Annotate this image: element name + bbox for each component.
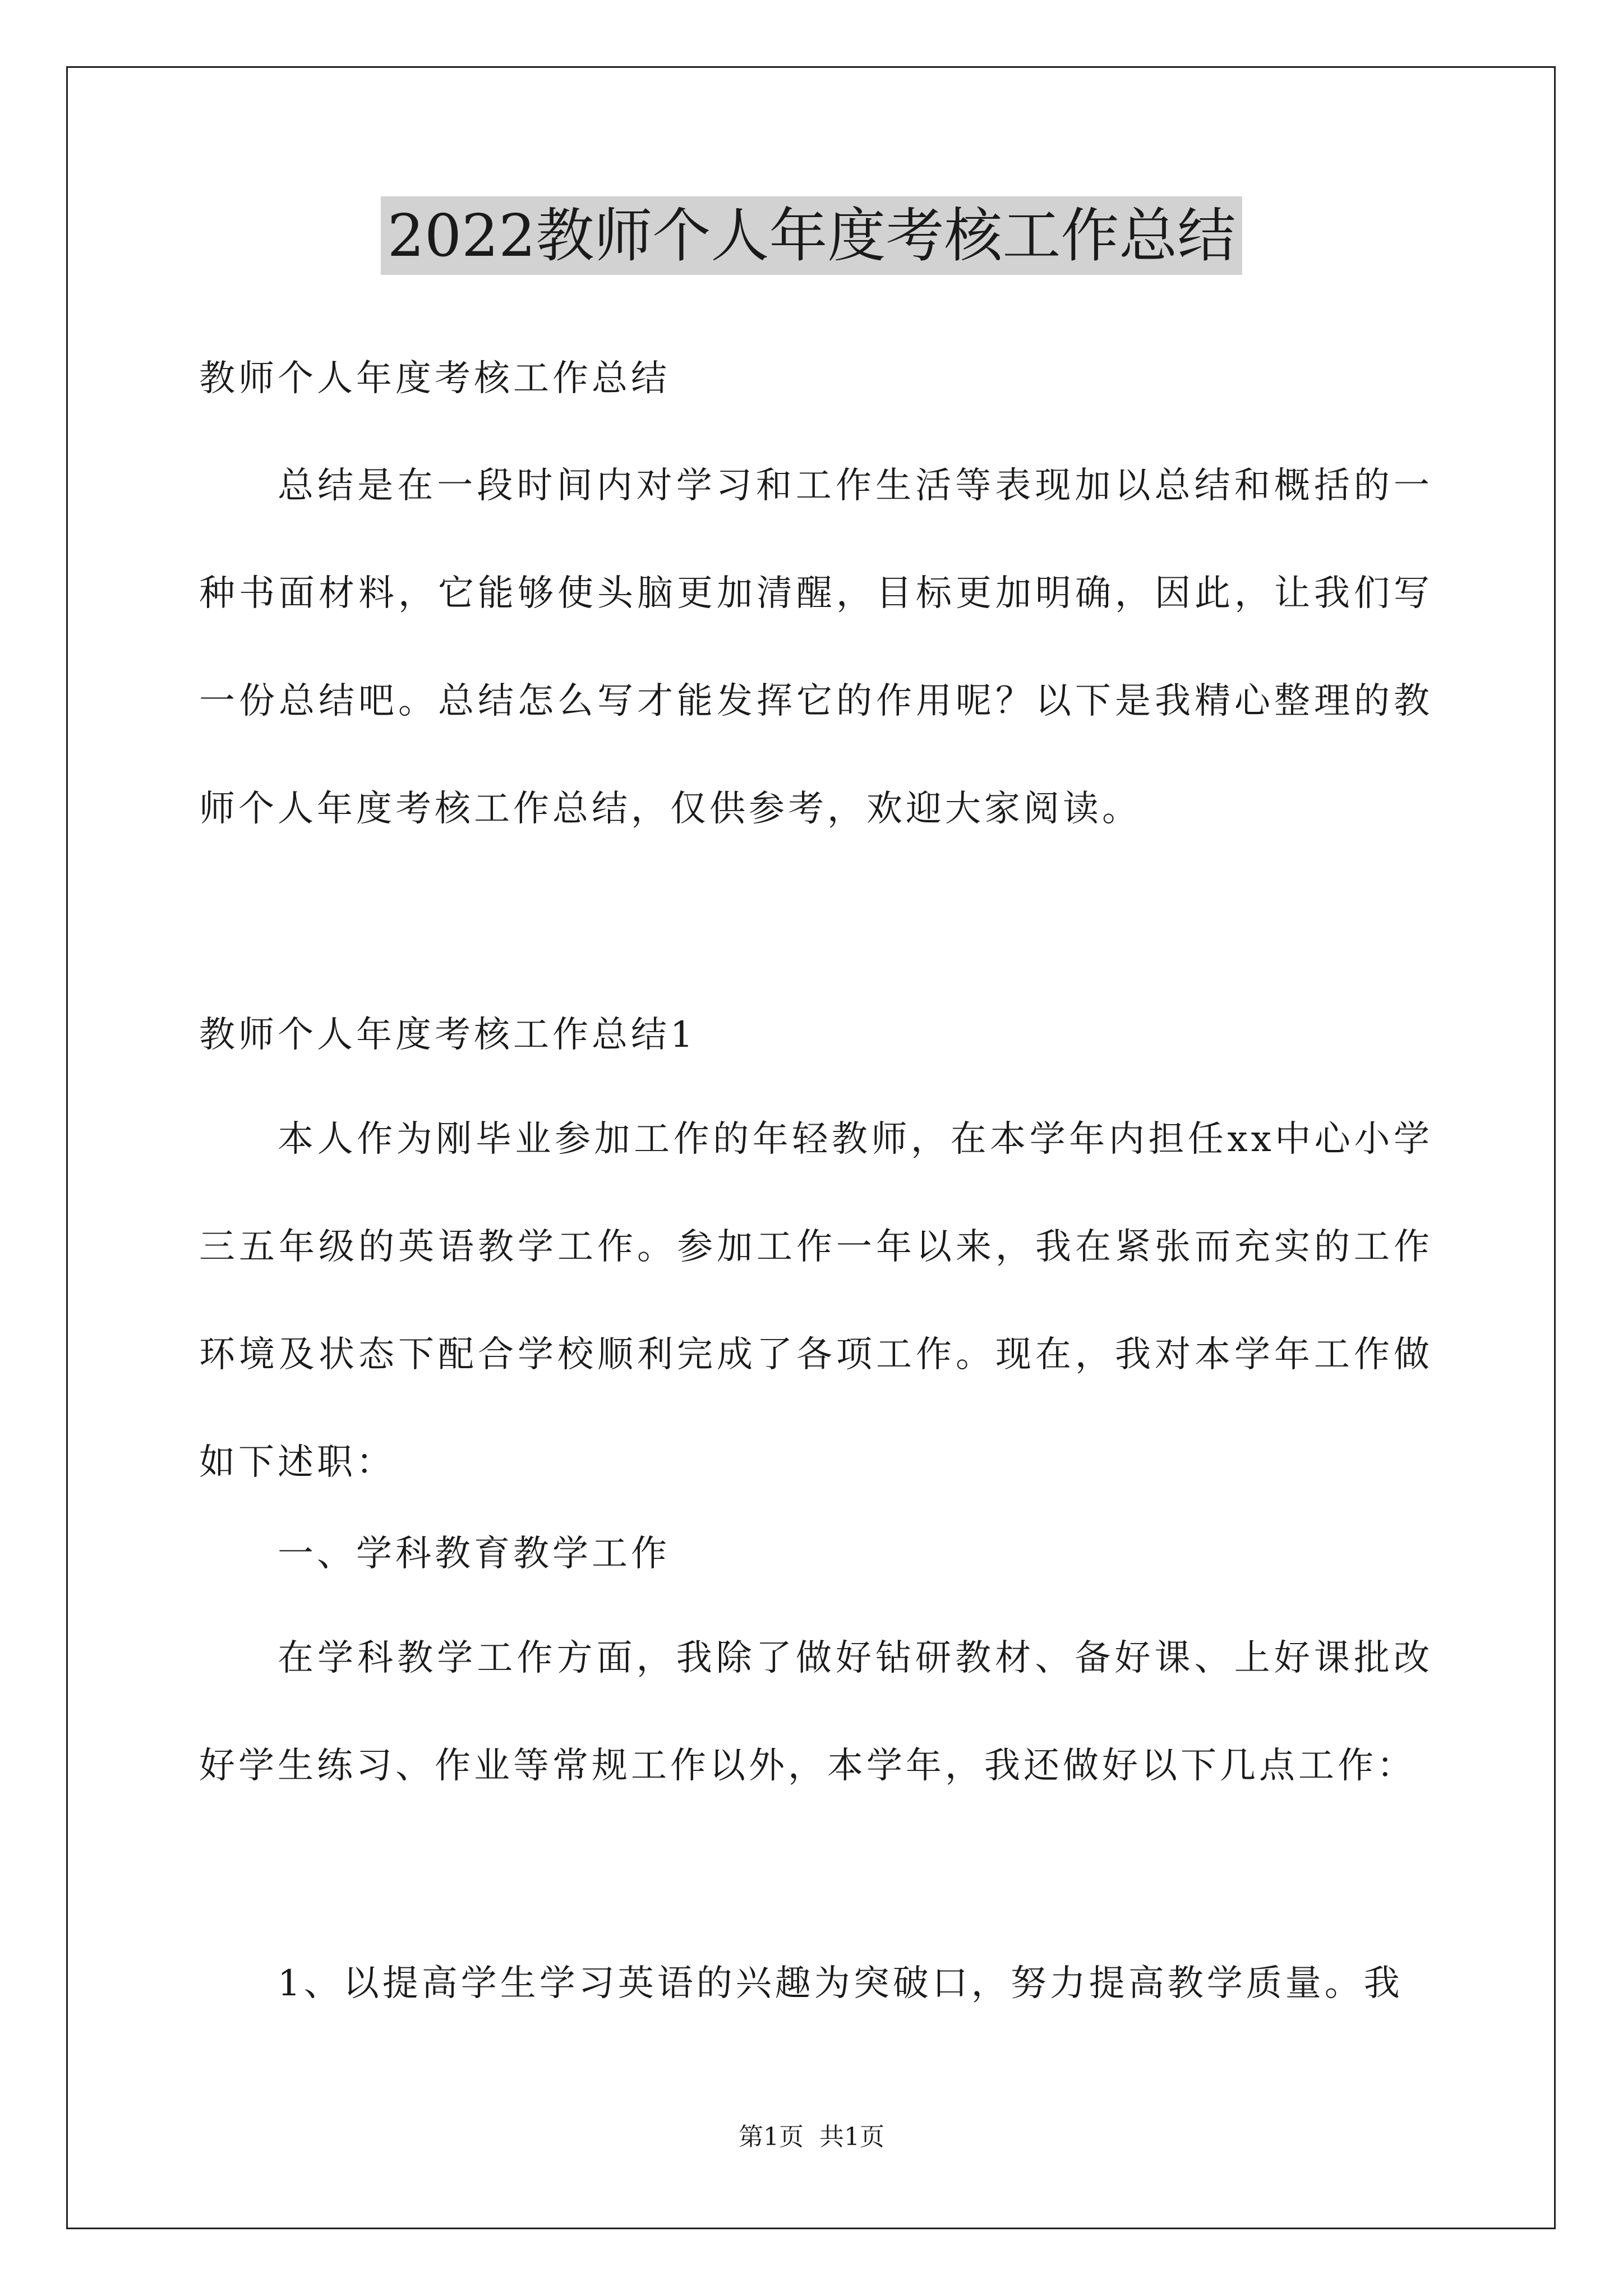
intro-paragraph: 总结是在一段时间内对学习和工作生活等表现加以总结和概括的一种书面材料，它能够使头脑更加清醒，目标更加明确，因此，让我们写一份总结吧。总结怎么写才能发挥它的作用呢？以下是我精心整理的教师个人年度考核工作总结，仅供参考，欢迎大家阅读。	[199, 465, 1433, 830]
sub-heading: 一、学科教育教学工作	[278, 1533, 670, 1575]
body-paragraph-1: 本人作为刚毕业参加工作的年轻教师，在本学年内担任xx中心小学三五年级的英语教学工作。参加工作一年以来，我在紧张而充实的工作环境及状态下配合学校顺利完成了各项工作。现在，我对本学年工作做如下述职：	[199, 1119, 1433, 1483]
page-footer	[0, 2120, 1623, 2154]
document-title: 2022教师个人年度考核工作总结	[381, 196, 1243, 275]
section-heading: 教师个人年度考核工作总结1	[199, 1014, 697, 1056]
body-paragraph-2: 在学科教学工作方面，我除了做好钻研教材、备好课、上好课批改好学生练习、作业等常规工作以外，本学年，我还做好以下几点工作：	[199, 1637, 1433, 1787]
title-container	[0, 196, 1623, 275]
document-subtitle: 教师个人年度考核工作总结	[199, 358, 670, 399]
page-number: 第1页 共1页	[739, 2123, 884, 2151]
body-paragraph-3: 1、以提高学生学习英语的兴趣为突破口，努力提高教学质量。我	[278, 1963, 1403, 2004]
